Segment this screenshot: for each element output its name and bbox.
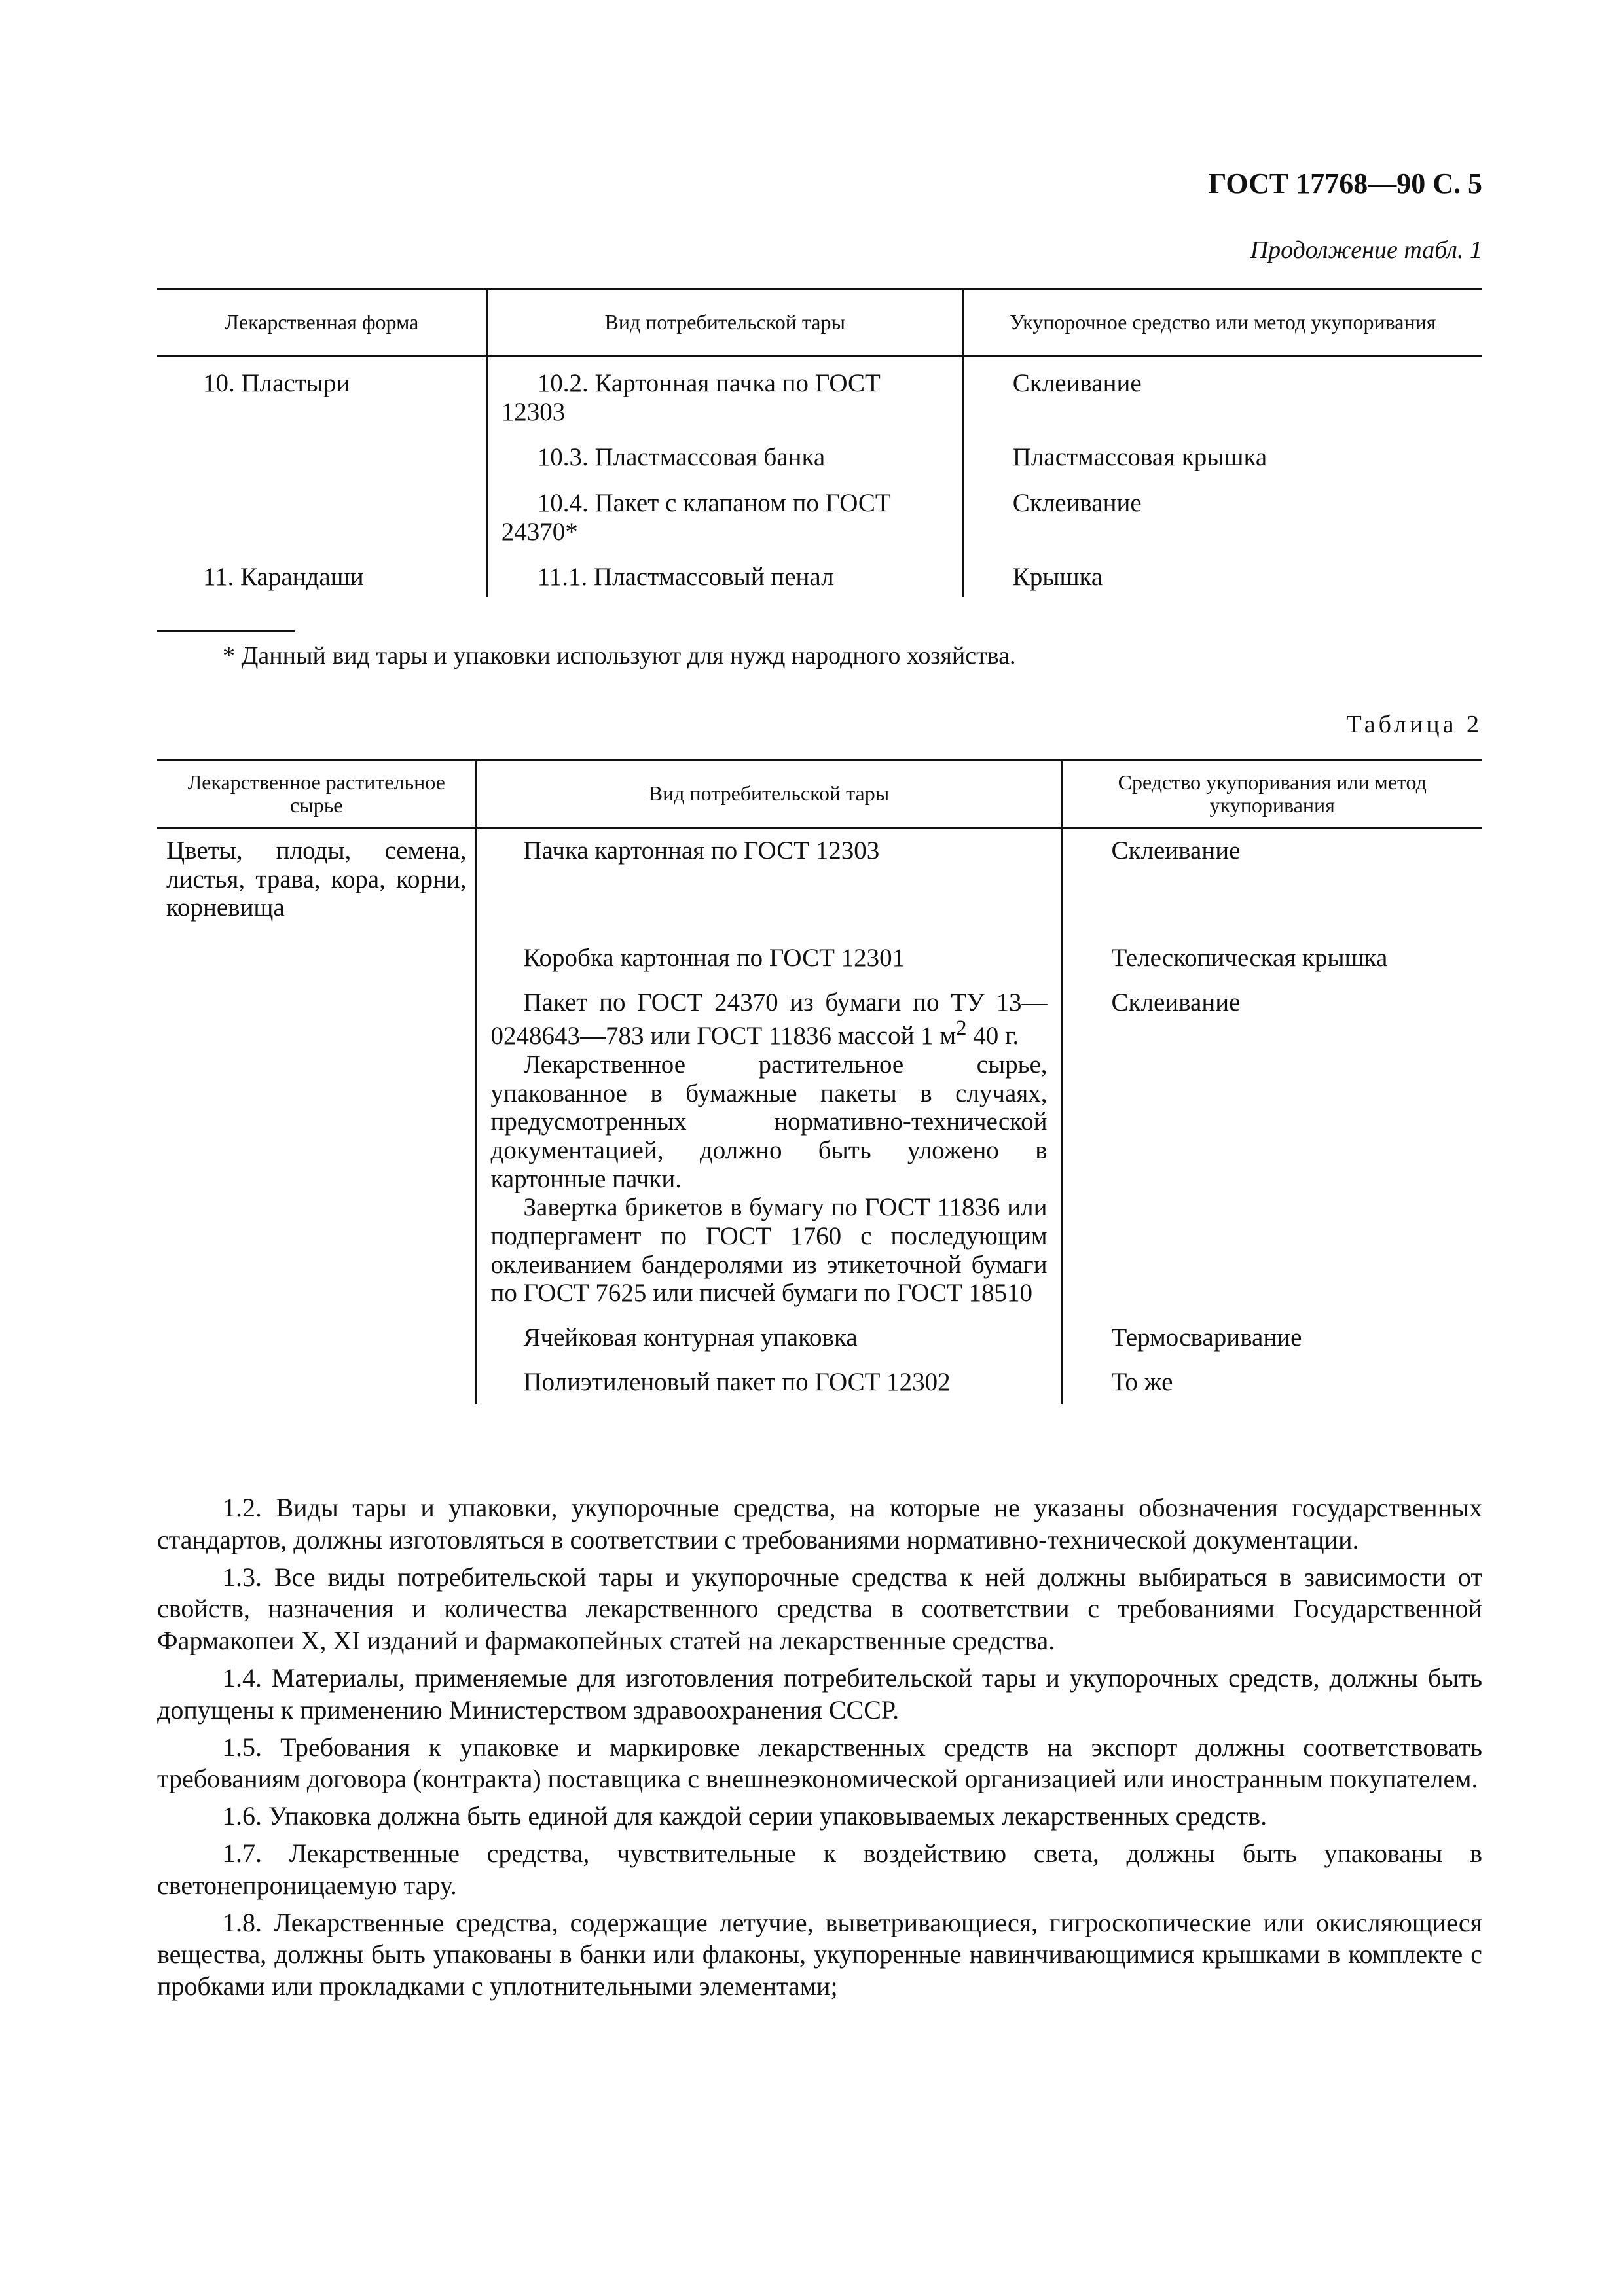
table-cell: Склеивание: [1012, 369, 1142, 397]
table-row: [157, 1360, 1482, 1405]
table-1-footnote: * Данный вид тары и упаковки используют для нужд народного хозяйства.: [223, 642, 1016, 670]
table-cell: Склеивание: [1012, 489, 1142, 518]
table-cell: Склеивание: [1111, 836, 1241, 865]
table-2-col-method: Средство укупоривания или метод укупоривания: [1061, 761, 1482, 828]
table-cell-raw: [157, 828, 477, 980]
table-cell: [157, 477, 487, 551]
table-row: [157, 477, 1482, 551]
table-cell: 10. Пластыри: [157, 357, 487, 432]
table-row: [157, 551, 1482, 597]
table-1-col-form: Лекарственная форма: [157, 289, 487, 357]
footnote-divider: [157, 630, 295, 632]
table-cell: [157, 431, 487, 477]
table-2: [157, 759, 1482, 1404]
table-2-caption: Таблица 2: [1346, 711, 1482, 738]
table-1: [157, 288, 1482, 597]
table-2-header-row: [157, 761, 1482, 828]
table-cell: Коробка картонная по ГОСТ 12301: [477, 936, 1061, 980]
tara-package-mass: 40 г.: [966, 1022, 1019, 1050]
page-header: ГОСТ 17768—90 С. 5: [1208, 168, 1482, 200]
tara-note-1: Лекарственное растительное сырье, упакованное в бумажные пакеты в случаях, предусмотренных нормативно-технической документацией, должно быть уложено в картонные пачки.: [490, 1050, 1048, 1193]
table-row: [157, 980, 1482, 1316]
table-cell: [157, 1316, 477, 1360]
table-row: [157, 828, 1482, 937]
table-continuation-note: Продолжение табл. 1: [1250, 236, 1482, 264]
table-cell: Пластмассовая крышка: [1012, 443, 1267, 472]
paragraph-1-5: 1.5. Требования к упаковке и маркировке лекарственных средств на экспорт должны соответствовать требованиям договора (контракта) поставщика с внешнеэкономической организацией или иностранным покупателем.: [157, 1732, 1482, 1794]
table-cell: Ячейковая контурная упаковка: [477, 1316, 1061, 1360]
tara-package-main: Пакет по ГОСТ 24370 из бумаги по ТУ 13—0248643—783 или ГОСТ 11836 массой 1 м: [490, 988, 1048, 1050]
table-cell: Пачка картонная по ГОСТ 12303: [477, 828, 1061, 937]
table-row: [157, 1316, 1482, 1360]
table-cell: Полиэтиленовый пакет по ГОСТ 12302: [477, 1360, 1061, 1405]
paragraph-1-6: 1.6. Упаковка должна быть единой для каждой серии упаковываемых лекарственных средств.: [223, 1801, 1267, 1831]
table-cell: 10.2. Картонная пачка по ГОСТ 12303: [487, 357, 962, 432]
tara-package-text: [490, 988, 1047, 1050]
paragraph-1-8: 1.8. Лекарственные средства, содержащие летучие, выветривающиеся, гигроскопические или окисляющиеся вещества, должны быть упакованы в банки или флаконы, укупоренные навинчивающимися крышками в комплекте с пробками или прокладками с уплотнительными элементами;: [157, 1907, 1482, 2001]
paragraph-1-2: 1.2. Виды тары и упаковки, укупорочные средства, на которые не указаны обозначения государственных стандартов, должны изготовляться в соответствии с требованиями нормативно-технической документации.: [157, 1493, 1482, 1554]
paragraph-1-4: 1.4. Материалы, применяемые для изготовления потребительской тары и укупорочных средств, должны быть допущены к применению Министерством здравоохранения СССР.: [157, 1662, 1482, 1725]
table-1-col-tara: Вид потребительской тары: [487, 289, 962, 357]
body-text: [157, 1492, 1482, 2008]
table-1-header-row: [157, 289, 1482, 357]
paragraph-1-3: 1.3. Все виды потребительской тары и укупорочные средства к ней должны выбираться в зависимости от свойств, назначения и количества лекарственного средства в соответствии с требованиями Государственной Фармакопеи X, XI изданий и фармакопейных статей на лекарственные средства.: [157, 1562, 1482, 1656]
table-2-col-raw: Лекарственное растительное сырье: [157, 761, 477, 828]
table-row: [157, 431, 1482, 477]
table-cell: Телескопическая крышка: [1111, 944, 1388, 972]
table-cell: Термосваривание: [1111, 1323, 1302, 1352]
table-row: [157, 357, 1482, 432]
table-cell: 10.4. Пакет с клапаном по ГОСТ 24370*: [487, 477, 962, 551]
tara-note-2: Завертка брикетов в бумагу по ГОСТ 11836 или подпергамент по ГОСТ 1760 с последующим оклеиванием бандеролями из этикеточной бумаги по ГОСТ 7625 или писчей бумаги по ГОСТ 18510: [490, 1193, 1048, 1308]
table-cell: 10.3. Пластмассовая банка: [487, 431, 962, 477]
table-2-col-tara: Вид потребительской тары: [477, 761, 1061, 828]
table-cell: Крышка: [1012, 563, 1103, 592]
table-cell: [477, 980, 1061, 1316]
table-cell: 11.1. Пластмассовый пенал: [487, 551, 962, 597]
table-cell: Склеивание: [1111, 988, 1241, 1016]
table-cell: 11. Карандаши: [157, 551, 487, 597]
raw-material-text: Цветы, плоды, семена, листья, трава, кора, корни, корневища: [166, 836, 467, 922]
table-cell: [157, 980, 477, 1316]
table-cell: То же: [1111, 1367, 1173, 1396]
table-1-col-method: Укупорочное средство или метод укупоривания: [962, 289, 1482, 357]
table-cell: [157, 1360, 477, 1405]
paragraph-1-7: 1.7. Лекарственные средства, чувствительные к воздействию света, должны быть упакованы в светонепроницаемую тару.: [157, 1838, 1482, 1900]
tara-package-sup: 2: [956, 1016, 967, 1041]
